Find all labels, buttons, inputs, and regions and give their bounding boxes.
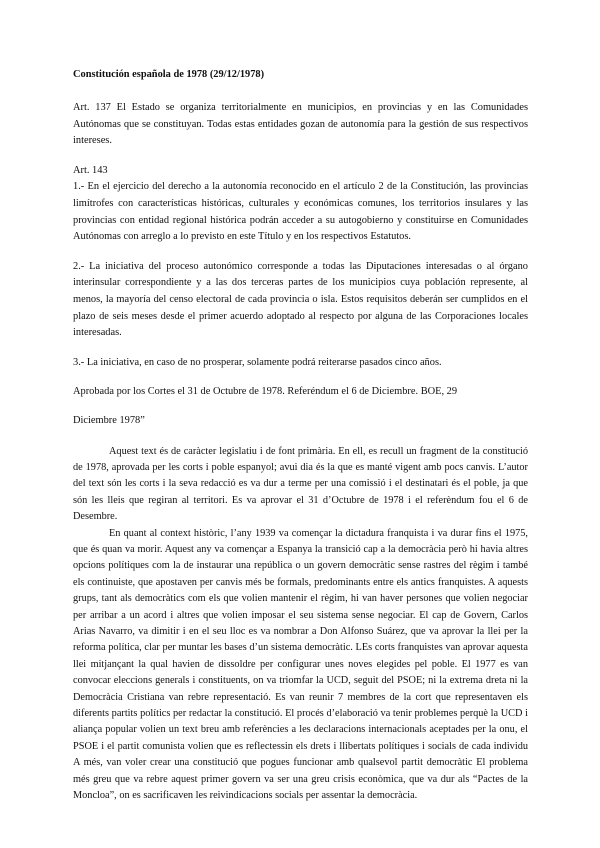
approval-note: Aprobada por los Cortes el 31 de Octubre de 1978. Referéndum el 6 de Diciembre. BOE, 29 bbox=[73, 386, 458, 398]
commentary-paragraph-1: Aquest text és de caràcter legislatiu i de font primària. En ell, es recull un fragment de la constitució de 1978, aprovada per les corts i poble espanyol; avui dia és la que es manté vigent amb pocs canvis. L’autor del text són les corts i la seva redacció es va dur a terme per una comissió i el destinatari és el poble, ja que són les lleis que regiran al territori. Es va aprovar el 31 d’Octubre de 1978 i el referèndum fou el 6 de Desembre. bbox=[73, 445, 528, 523]
commentary-section bbox=[73, 444, 528, 805]
article-143-paragraph-3: 3.- La iniciativa, en caso de no prosperar, solamente podrá reiterarse pasados cinco años. bbox=[73, 356, 442, 368]
article-143-paragraph-2: 2.- La iniciativa del proceso autonómico corresponde a todas las Diputaciones interesadas o al órgano interinsular correspondiente y a las dos terceras partes de los municipios cuya población represente, al menos, la mayoría del censo electoral de cada provincia o isla. Estos requisitos deberán ser cumplidos en el plazo de seis meses desde el primer acuerdo adoptado al respecto por alguna de las Corporaciones locales interesadas. bbox=[73, 260, 528, 339]
approval-date: Diciembre 1978” bbox=[73, 414, 145, 426]
commentary-paragraph-2: En quant al context històric, l’any 1939 va començar la dictadura franquista i va durar fins el 1975, que és quan va morir. Aquest any va començar a Espanya la transició cap a la democràcia però hi havia altres opcions polítiques com la de instaurar una república o un govern democràtic sense rastres del règim i també els continuiste, que apostaven per canvis més be formals, predominants entre els antics franquistes. A aquests grups, tant als democràtics com els que volien mantenir el règim, hi van haver persones que volien negociar per arribar a un acord i altres que volien imposar el seu sistema sense negociar. El cap de Govern, Carlos Arias Navarro, va dimitir i en el seu lloc es va nombrar a Don Alfonso Suárez, que va aprovar la llei per la reforma política, clar per muntar les bases d’un sistema democràtic. LEs corts franquistes van aprovar aquesta llei mitjançant la qual havien de dissoldre per configurar unes noves elegides pel poble. El 1977 es van convocar eleccions generals i constituents, on va triomfar la UCD, seguit del PSOE; ni la extrema dreta ni la Democràcia Cristiana van rebre representació. Es van reunir 7 membres de la cort que representaven els diferents partits polítics per redactar la constitució. El procés d’elaboració va tenir problemes perquè la UCD i aliança popular volien un text breu amb referències a les declaracions internacionals aceptades per la onu, el PSOE i el partit comunista volien que es reflectessin els drets i llibertats polítiques i socials de cada individu A més, van voler crear una constitució que pogues funcionar amb qualsevol partit democràtic El problema més greu que va rebre aquest primer govern va ser una greu crisis econòmica, que va dur als “Pactes de la Moncloa”, on es sacrificaven les reivindicacions socials per assentar la democràcia. bbox=[73, 527, 528, 802]
document-title: Constitución española de 1978 (29/12/1978) bbox=[73, 69, 265, 80]
article-137: Art. 137 El Estado se organiza territorialmente en municipios, en provincias y en las Comunidades Autónomas que se constituyan. Todas estas entidades gozan de autonomía para la gestión de sus respectivos intereses. bbox=[73, 102, 528, 147]
article-143-paragraph-1: 1.- En el ejercicio del derecho a la autonomía reconocido en el artículo 2 de la Constitución, las provincias limítrofes con características históricas, culturales y económicas comunes, los territorios insulares y las provincias con entidad regional histórica podrán acceder a su autogobierno y constituirse en Comunidades Autónomas con arreglo a lo previsto en este Título y en los respectivos Estatutos. bbox=[73, 181, 528, 243]
article-143-heading: Art. 143 bbox=[73, 164, 108, 176]
